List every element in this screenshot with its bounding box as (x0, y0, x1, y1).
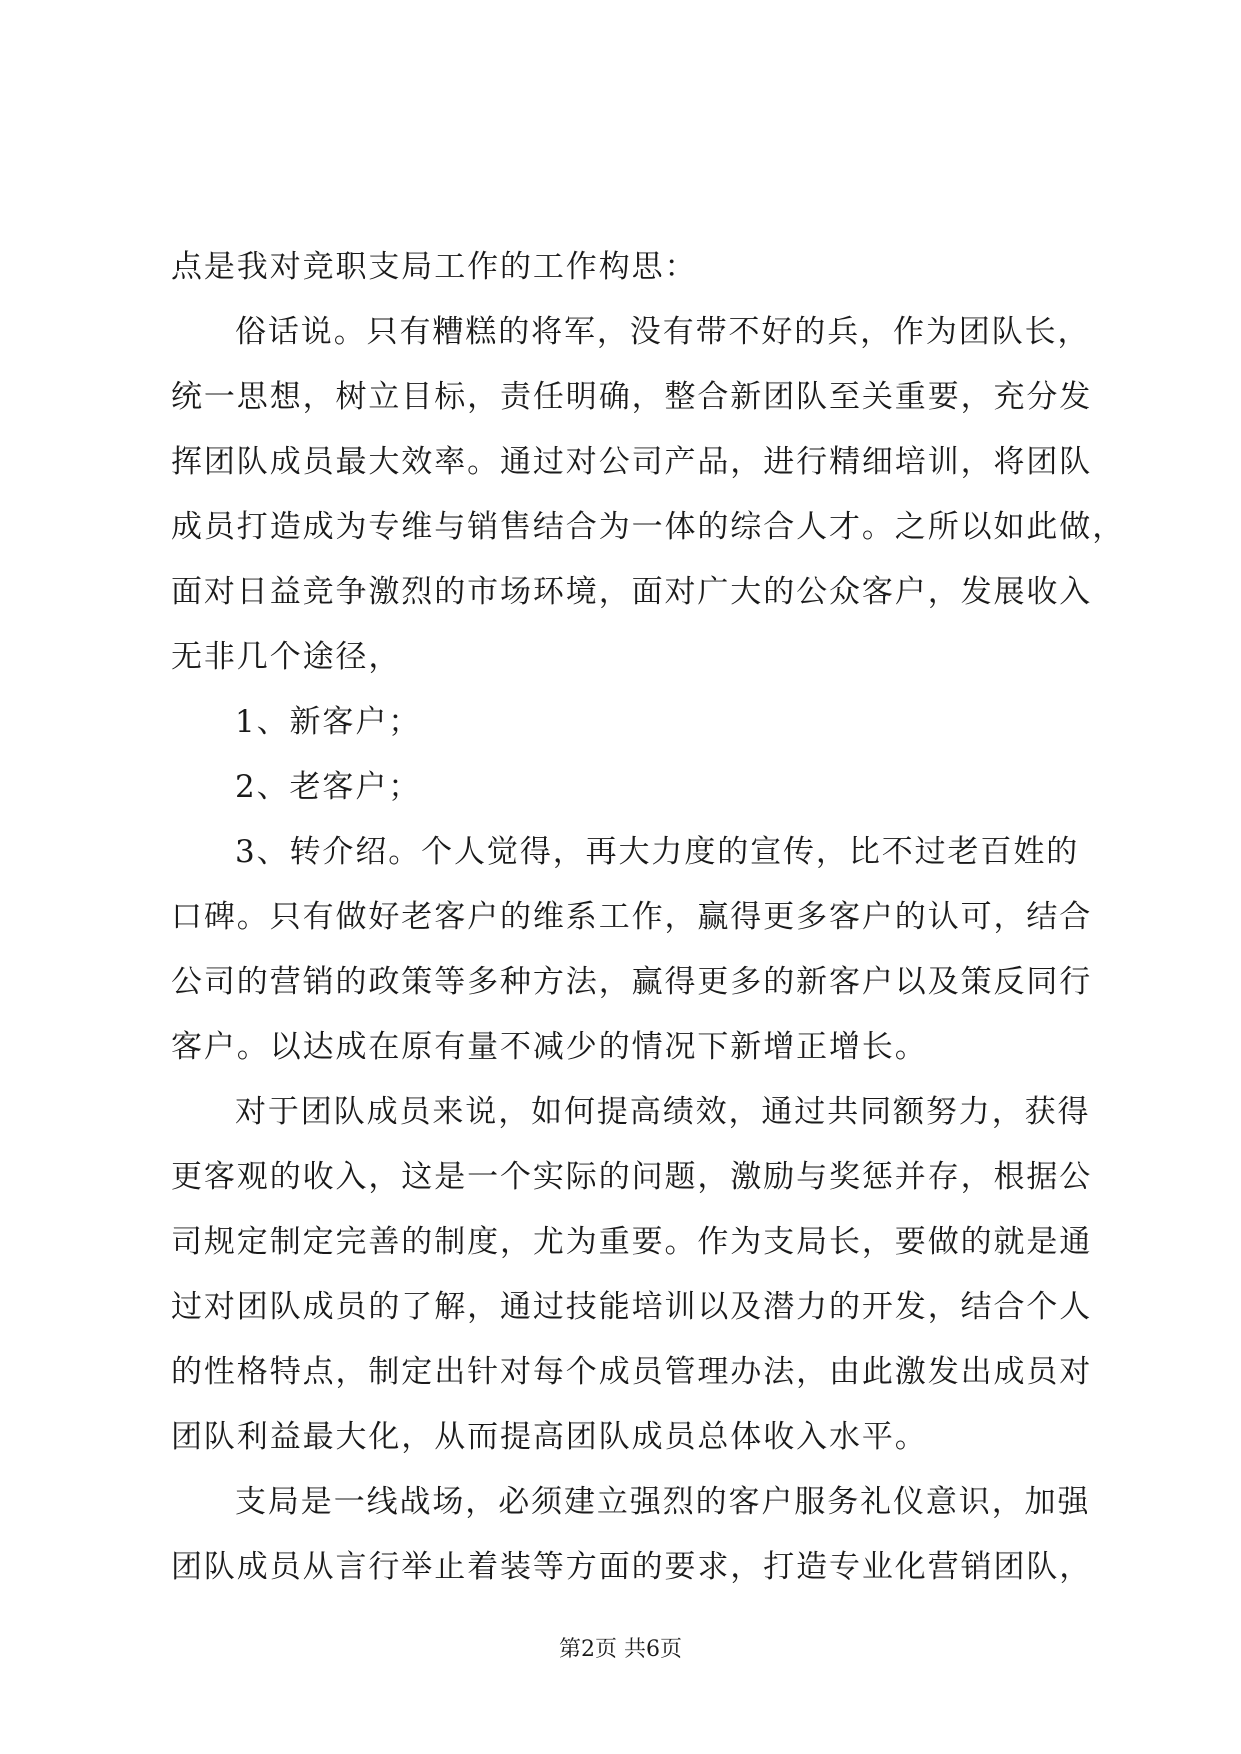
list-item: 3、转介绍。个人觉得，再大力度的宣传，比不过老百姓的 (235, 834, 1080, 870)
list-item: 2、老客户； (235, 769, 422, 805)
text-line: 团队成员从言行举止着装等方面的要求，打造专业化营销团队， (171, 1549, 1093, 1585)
text-line: 成员打造成为专维与销售结合为一体的综合人才。之所以如此做， (171, 509, 1126, 545)
text-line: 统一思想，树立目标，责任明确，整合新团队至关重要，充分发 (171, 379, 1093, 415)
text-line: 司规定制定完善的制度，尤为重要。作为支局长，要做的就是通 (171, 1224, 1093, 1260)
text-line: 挥团队成员最大效率。通过对公司产品，进行精细培训，将团队 (171, 444, 1093, 480)
text-line: 无非几个途径， (171, 639, 402, 675)
text-line: 公司的营销的政策等多种方法，赢得更多的新客户以及策反同行 (171, 964, 1093, 1000)
text-line: 俗话说。只有糟糕的将军，没有带不好的兵，作为团队长， (235, 314, 1091, 350)
text-line: 口碑。只有做好老客户的维系工作，赢得更多客户的认可，结合 (171, 899, 1093, 935)
text-line: 支局是一线战场，必须建立强烈的客户服务礼仪意识，加强 (235, 1484, 1091, 1520)
page-footer: 第2页 共6页 (559, 1637, 682, 1662)
text-line: 面对日益竞争激烈的市场环境，面对广大的公众客户，发展收入 (171, 574, 1093, 610)
text-line: 过对团队成员的了解，通过技能培训以及潜力的开发，结合个人 (171, 1289, 1093, 1325)
text-line: 更客观的收入，这是一个实际的问题，激励与奖惩并存，根据公 (171, 1159, 1093, 1195)
text-line: 对于团队成员来说，如何提高绩效，通过共同额努力，获得 (235, 1094, 1091, 1130)
text-line: 点是我对竞职支局工作的工作构思： (171, 249, 698, 285)
list-item: 1、新客户； (235, 704, 422, 740)
text-line: 的性格特点，制定出针对每个成员管理办法，由此激发出成员对 (171, 1354, 1093, 1390)
text-line: 客户。以达成在原有量不减少的情况下新增正增长。 (171, 1029, 928, 1065)
text-line: 团队利益最大化，从而提高团队成员总体收入水平。 (171, 1419, 928, 1455)
